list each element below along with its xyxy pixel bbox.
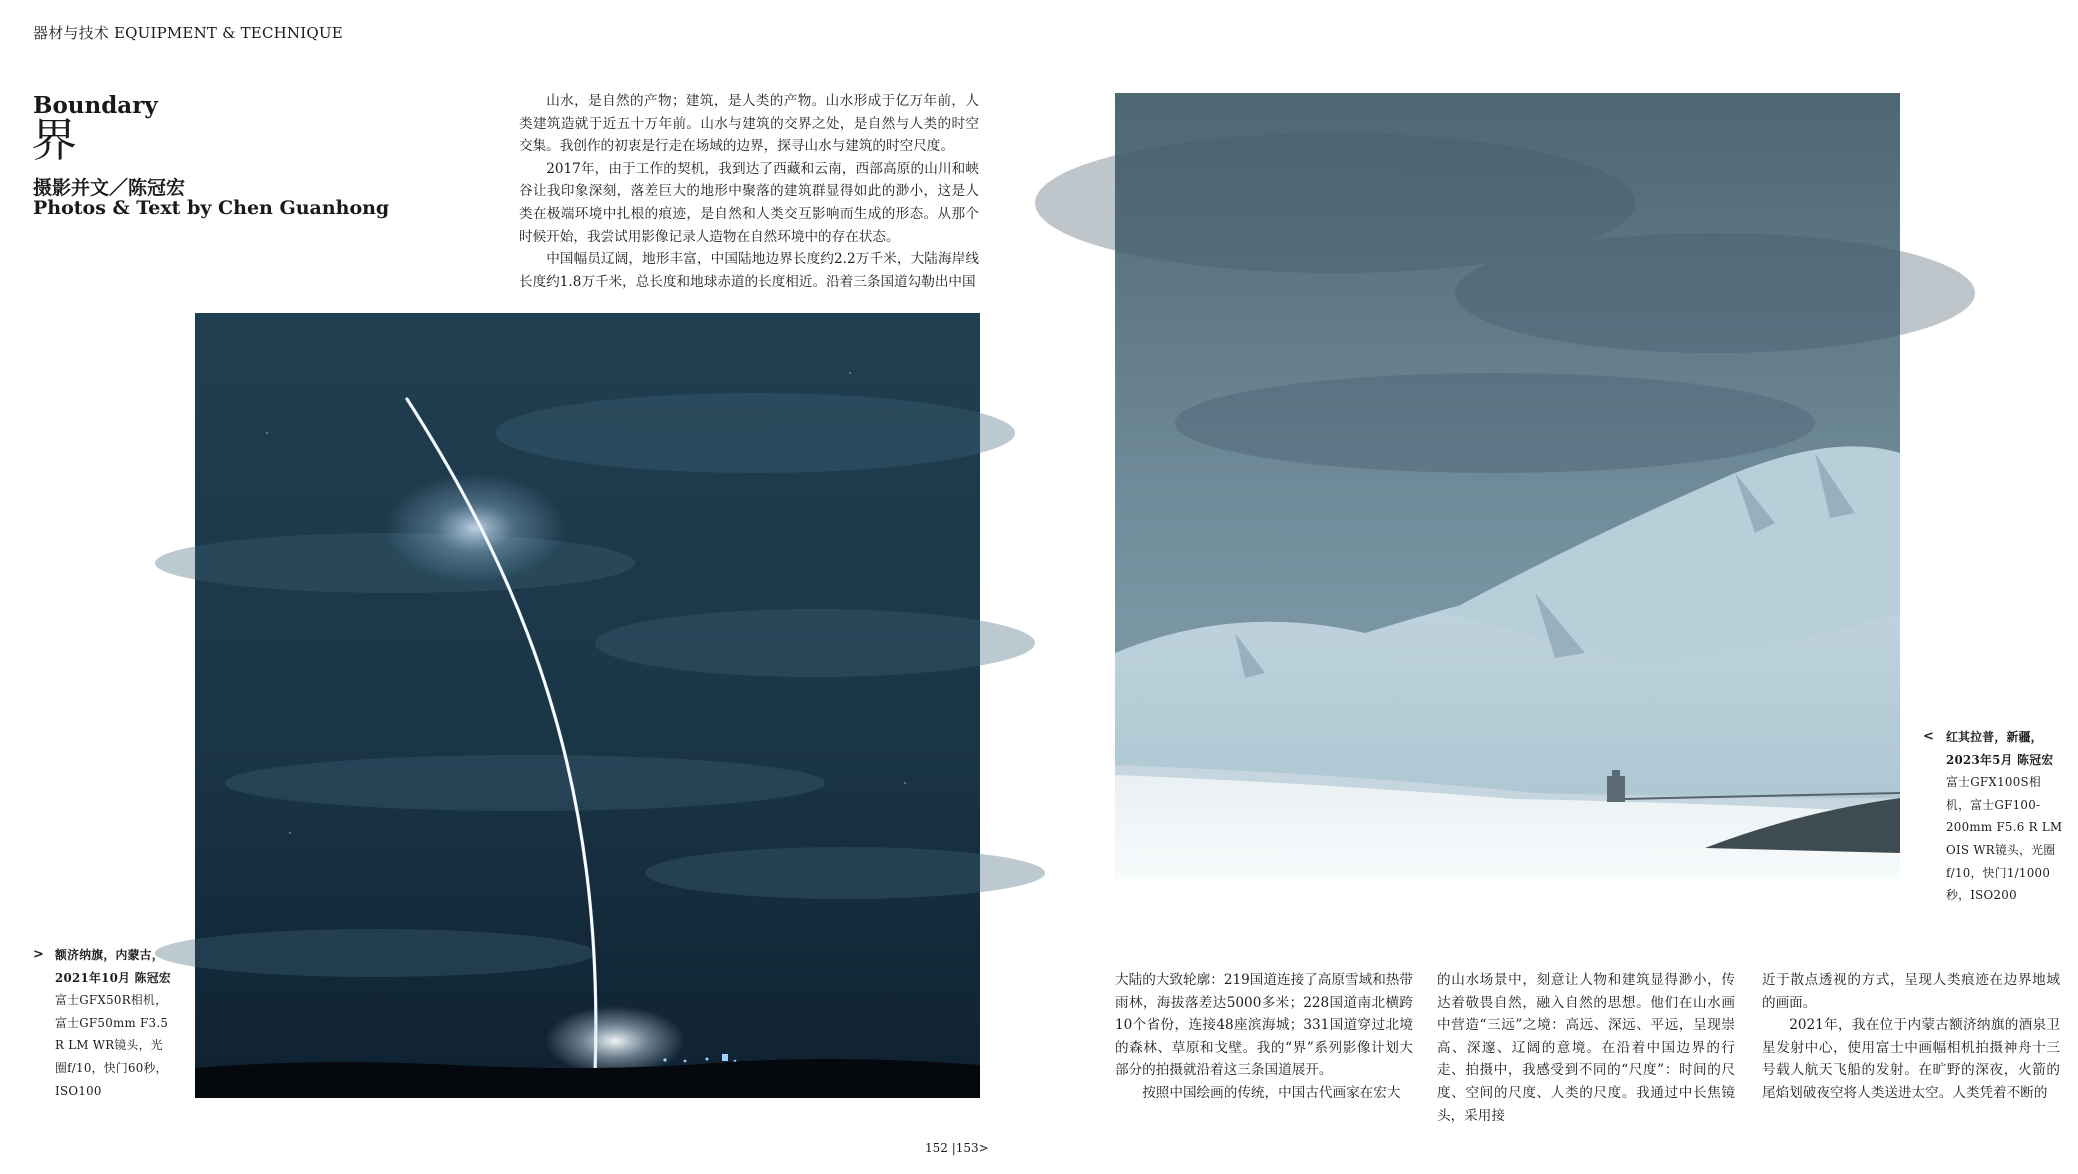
body-paragraph: 按照中国绘画的传统，中国古代画家在宏大 <box>1142 1084 1401 1101</box>
caption-title: 额济纳旗，内蒙古，2021年10月 陈冠宏 <box>55 948 171 985</box>
caption-camera-details: 富士GFX50R相机，富士GF50mm F3.5 R LM WR镜头，光圈f/10，快门60秒，ISO100 <box>55 993 169 1098</box>
body-text-column-2 <box>1437 969 1735 1124</box>
article-title-en: Boundary <box>33 92 158 119</box>
rocket-launch-photo <box>195 313 980 1098</box>
snow-mountain-photo <box>1115 93 1900 879</box>
rocket-launch-image <box>195 313 980 1098</box>
intro-paragraph: 2017年，由于工作的契机，我到达了西藏和云南，西部高原的山川和峡谷让我印象深刻，落差巨大的地形中聚落的建筑群显得如此的渺小，这是人类在极端环境中扎根的痕迹，是自然和人类交互影响而生成的形态。从那个时候开始，我尝试用影像记录人造物在自然环境中的存在状态。 <box>519 160 979 245</box>
byline-en: Photos & Text by Chen Guanhong <box>33 197 390 219</box>
intro-paragraph: 山水，是自然的产物；建筑，是人类的产物。山水形成于亿万年前，人类建筑造就于近五十万年前。山水与建筑的交界之处，是自然与人类的时空交集。我创作的初衷是行走在场域的边界，探寻山水与建筑的时空尺度。 <box>519 93 979 155</box>
intro-text-column <box>519 90 979 296</box>
caption-title: 红其拉普，新疆，2023年5月 陈冠宏 <box>1946 730 2054 767</box>
article-title-zh: 界 <box>31 113 77 167</box>
caption-arrow-left-icon: < <box>1923 729 1935 744</box>
caption-right <box>1923 726 2064 903</box>
byline-zh: 摄影并文／陈冠宏 <box>33 177 186 199</box>
caption-camera-details: 富士GFX100S相机，富士GF100-200mm F5.6 R LM OIS WR镜头，光圈f/10，快门1/1000秒，ISO200 <box>1946 775 2063 903</box>
caption-arrow-right-icon: > <box>33 947 45 962</box>
page-numbers: 152 |153> <box>925 1141 989 1155</box>
intro-paragraph: 中国幅员辽阔，地形丰富，中国陆地边界长度约2.2万千米，大陆海岸线长度约1.8万千米，总长度和地球赤道的长度相近。沿着三条国道勾勒出中国 <box>519 251 979 290</box>
section-header: 器材与技术 EQUIPMENT & TECHNIQUE <box>33 24 343 42</box>
body-paragraph: 大陆的大致轮廓：219国道连接了高原雪域和热带雨林，海拔落差达5000多米；228国道南北横跨10个省份，连接48座滨海城；331国道穿过北境的森林、草原和戈壁。我的“界”系列影像计划大部分的拍摄就沿着这三条国道展开。 <box>1115 972 1413 1079</box>
body-paragraph: 2021年，我在位于内蒙古额济纳旗的酒泉卫星发射中心，使用富士中画幅相机拍摄神舟十三号载人航天飞船的发射。在旷野的深夜，火箭的尾焰划破夜空将人类送进太空。人类凭着不断的 <box>1762 1017 2060 1101</box>
body-paragraph: 的山水场景中，刻意让人物和建筑显得渺小，传达着敬畏自然，融入自然的思想。他们在山水画中营造“三远”之境：高远、深远、平远，呈现崇高、深邃、辽阔的意境。在沿着中国边界的行走、拍摄中，我感受到不同的“尺度”：时间的尺度、空间的尺度、人类的尺度。我通过中长焦镜头，采用接 <box>1437 972 1735 1124</box>
body-text-column-1 <box>1115 969 1413 1105</box>
body-text-column-3 <box>1762 969 2060 1105</box>
caption-left <box>33 944 173 1104</box>
body-paragraph: 近于散点透视的方式，呈现人类痕迹在边界地域的画面。 <box>1762 972 2060 1011</box>
snow-mountain-image <box>1115 93 1900 879</box>
